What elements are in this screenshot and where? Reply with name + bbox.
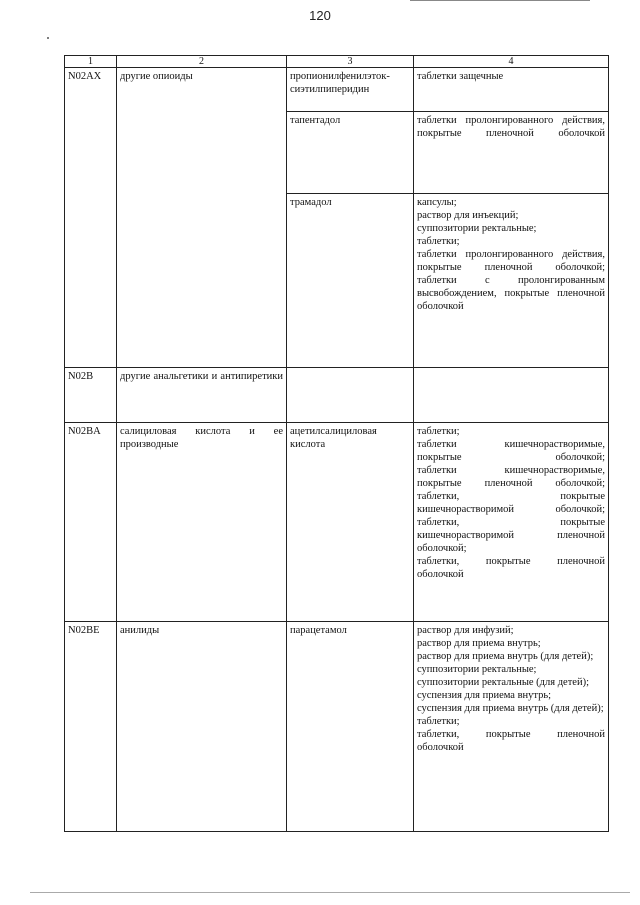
dosage-form: раствор для инъекций; bbox=[417, 210, 519, 221]
bottom-scan-line bbox=[30, 892, 630, 893]
column-header-1: 1 bbox=[65, 56, 117, 68]
dosage-form: суспензия для приема внутрь (для детей); bbox=[417, 703, 604, 714]
column-header-3: 3 bbox=[287, 56, 414, 68]
atc-group: другие опиоиды bbox=[117, 68, 287, 368]
dosage-form: таблетки, покрытые кишечнорастворимой оболочкой; bbox=[417, 491, 605, 515]
dosage-form: таблетки, покрытые пленочной оболочкой bbox=[417, 556, 605, 580]
atc-code: N02BA bbox=[65, 423, 117, 622]
table-row bbox=[65, 68, 609, 112]
column-header-4: 4 bbox=[414, 56, 609, 68]
substance-name: трамадол bbox=[287, 194, 414, 368]
page-number: 120 bbox=[309, 8, 331, 23]
dosage-form: таблетки; bbox=[417, 716, 460, 727]
atc-code: N02BE bbox=[65, 622, 117, 832]
dosage-form: суппозитории ректальные; bbox=[417, 223, 537, 234]
table-header-row bbox=[65, 56, 609, 68]
substance-name: ацетилсалициловая кислота bbox=[287, 423, 414, 622]
dosage-form: раствор для приема внутрь (для детей); bbox=[417, 651, 594, 662]
dosage-form: таблетки с пролонгированным высвобождением, покрытые пленочной оболочкой bbox=[417, 275, 605, 312]
dosage-form: таблетки, покрытые кишечнорастворимой пленочной оболочкой; bbox=[417, 517, 605, 554]
atc-group-text: другие анальгетики и антипиретики bbox=[120, 371, 283, 382]
top-scan-line bbox=[410, 0, 590, 1]
dosage-form: таблетки; bbox=[417, 426, 460, 437]
dosage-form: раствор для инфузий; bbox=[417, 625, 514, 636]
atc-group bbox=[117, 368, 287, 423]
dosage-form: таблетки защечные bbox=[417, 71, 504, 82]
dosage-form: суспензия для приема внутрь; bbox=[417, 690, 552, 701]
atc-code: N02AX bbox=[65, 68, 117, 368]
dosage-forms bbox=[414, 68, 609, 112]
substance-name: тапентадол bbox=[287, 112, 414, 194]
table-row bbox=[65, 423, 609, 622]
substance-name: парацетамол bbox=[287, 622, 414, 832]
dosage-form: раствор для приема внутрь; bbox=[417, 638, 541, 649]
atc-group: анилиды bbox=[117, 622, 287, 832]
dosage-forms bbox=[414, 622, 609, 832]
dosage-forms-empty bbox=[414, 368, 609, 423]
dosage-form: таблетки пролонгированного действия, покрытые пленочной оболочкой bbox=[417, 115, 605, 139]
atc-group-text: салициловая кислота и ее производные bbox=[120, 426, 283, 450]
dosage-forms bbox=[414, 194, 609, 368]
dosage-form: капсулы; bbox=[417, 197, 457, 208]
dosage-form: суппозитории ректальные; bbox=[417, 664, 537, 675]
substance-name-empty bbox=[287, 368, 414, 423]
dosage-form: суппозитории ректальные (для детей); bbox=[417, 677, 589, 688]
dosage-form: таблетки пролонгированного действия, покрытые пленочной оболочкой; bbox=[417, 249, 605, 273]
atc-code: N02B bbox=[65, 368, 117, 423]
dosage-form: таблетки; bbox=[417, 236, 460, 247]
table-row bbox=[65, 622, 609, 832]
table-row bbox=[65, 368, 609, 423]
dosage-form: таблетки кишечнорастворимые, покрытые оболочкой; bbox=[417, 439, 605, 463]
column-header-2: 2 bbox=[117, 56, 287, 68]
atc-group bbox=[117, 423, 287, 622]
substance-name: пропионилфенилэток-сиэтилпиперидин bbox=[287, 68, 414, 112]
dosage-form: таблетки кишечнорастворимые, покрытые пленочной оболочкой; bbox=[417, 465, 605, 489]
dosage-form: таблетки, покрытые пленочной оболочкой bbox=[417, 729, 605, 753]
drug-table bbox=[64, 55, 609, 832]
dosage-forms bbox=[414, 112, 609, 194]
scan-speck bbox=[47, 37, 49, 39]
dosage-forms bbox=[414, 423, 609, 622]
